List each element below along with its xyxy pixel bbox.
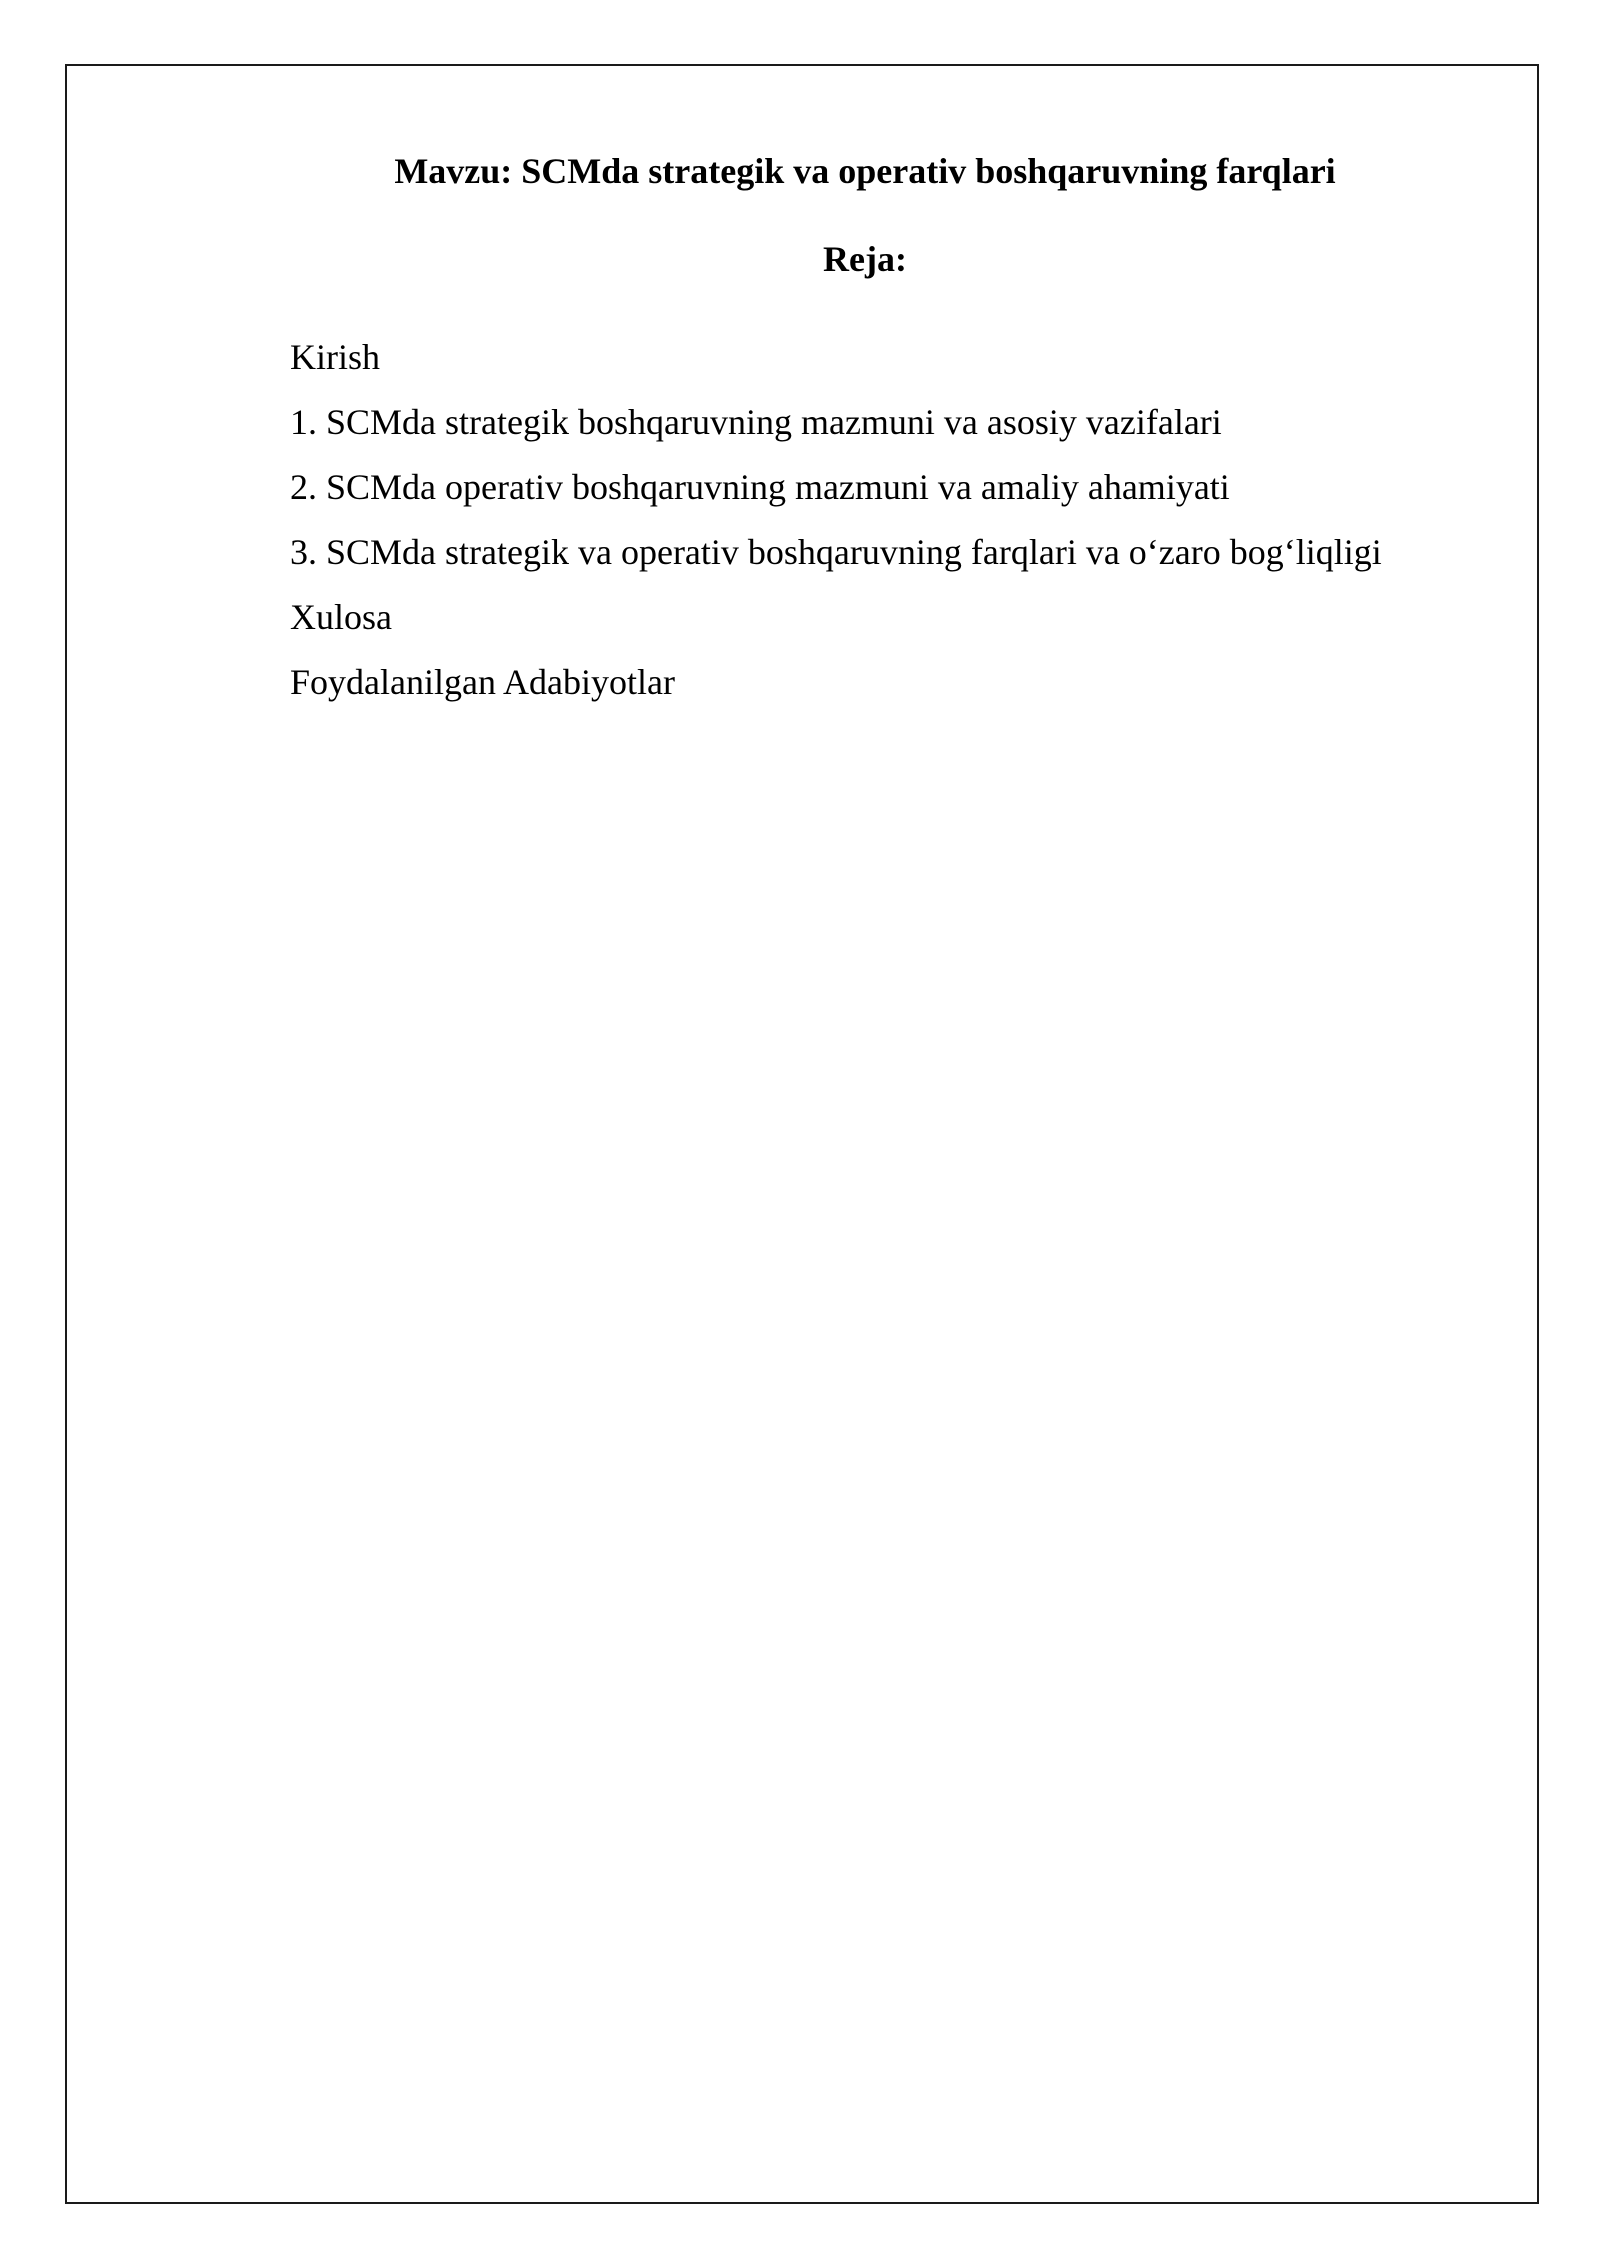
plan-item-conclusion: Xulosa [290,597,392,637]
plan-item-introduction: Kirish [290,337,380,377]
document-title: Mavzu: SCMda strategik va operativ boshqaruvning farqlari [394,151,1336,191]
plan-item-1: 1. SCMda strategik boshqaruvning mazmuni va asosiy vazifalari [290,402,1222,442]
plan-heading: Reja: [823,239,907,279]
plan-item-references: Foydalanilgan Adabiyotlar [290,662,675,702]
plan-list [290,325,1382,715]
plan-item-2: 2. SCMda operativ boshqaruvning mazmuni va amaliy ahamiyati [290,467,1230,507]
plan-item-3: 3. SCMda strategik va operativ boshqaruvning farqlari va o‘zaro bog‘liqligi [290,532,1382,572]
